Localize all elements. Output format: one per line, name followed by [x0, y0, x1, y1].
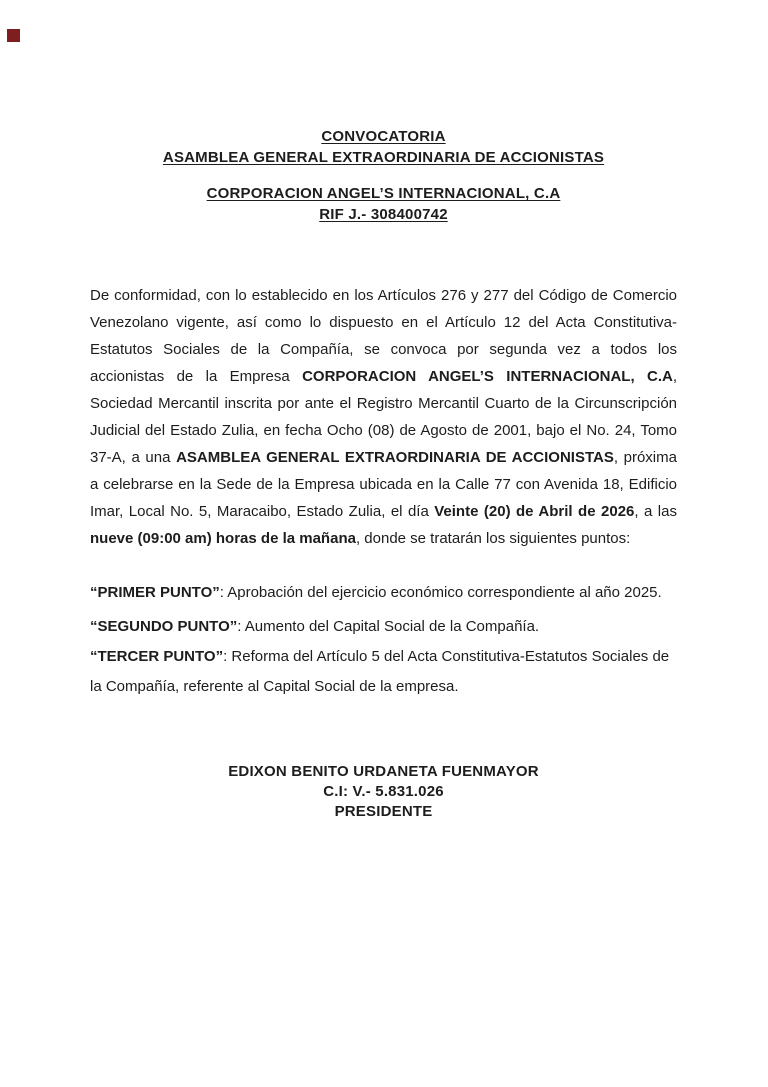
company-rif: RIF J.- 308400742	[319, 206, 448, 223]
agenda-item-segundo	[90, 612, 677, 642]
signer-name: EDIXON BENITO URDANETA FUENMAYOR	[228, 763, 539, 780]
agenda-item-label: “PRIMER PUNTO”	[90, 584, 220, 601]
intro-segment: De conformidad, con lo establecido en los Artículos 276 y 277 del Código de Comercio Venezolano vigente, así como lo dispuesto en el Artículo 12 del Acta Constitutiva-Estatutos Sociales de la Compañía, se convoca por segunda vez a todos los accionistas de la Empresa	[90, 287, 677, 385]
agenda-item-label: “SEGUNDO PUNTO”	[90, 618, 238, 635]
agenda-item-text: : Reforma del Artículo 5 del Acta Constitutiva-Estatutos Sociales de la Compañía, referente al Capital Social de la empresa.	[90, 648, 670, 695]
corner-mark	[7, 29, 20, 42]
title-asamblea: ASAMBLEA GENERAL EXTRAORDINARIA DE ACCIONISTAS	[162, 149, 605, 166]
agenda-item-text: : Aumento del Capital Social de la Compañía.	[237, 618, 540, 635]
signer-role: PRESIDENTE	[334, 803, 433, 820]
intro-segment: , Sociedad Mercantil inscrita por ante el Registro Mercantil Cuarto de la Circunscripción Judicial del Estado Zulia, en fecha Ocho (08) de Agosto de 2001, bajo el No. 24, Tomo 37-A, a una	[90, 368, 677, 466]
agenda-item-primer	[90, 578, 677, 608]
company-header-group	[90, 183, 677, 225]
assembly-name-inline: ASAMBLEA GENERAL EXTRAORDINARIA DE ACCIONISTAS	[176, 449, 614, 466]
document-header	[90, 126, 677, 225]
title-convocatoria: CONVOCATORIA	[321, 128, 446, 145]
signature-block	[90, 762, 677, 822]
intro-paragraph	[90, 282, 677, 552]
agenda-items	[90, 578, 677, 702]
meeting-date-inline: Veinte (20) de Abril de 2026	[434, 503, 635, 520]
company-name-inline: CORPORACION ANGEL’S INTERNACIONAL, C.A	[302, 368, 673, 385]
intro-segment: , a las	[634, 503, 677, 520]
meeting-time-inline: nueve (09:00 am) horas de la mañana	[90, 530, 356, 547]
intro-segment: , próxima a celebrarse en la Sede de la Empresa ubicada en la Calle 77 con Avenida 18, Edificio Imar, Local No. 5, Maracaibo, Estado Zulia, el día	[90, 449, 677, 520]
signer-id: C.I: V.- 5.831.026	[323, 783, 444, 800]
agenda-item-tercer	[90, 642, 677, 702]
agenda-item-label: “TERCER PUNTO”	[90, 648, 224, 665]
agenda-item-text: : Aprobación del ejercicio económico correspondiente al año 2025.	[219, 584, 662, 601]
intro-segment: , donde se tratarán los siguientes puntos:	[355, 530, 631, 547]
company-name: CORPORACION ANGEL’S INTERNACIONAL, C.A	[206, 185, 561, 202]
